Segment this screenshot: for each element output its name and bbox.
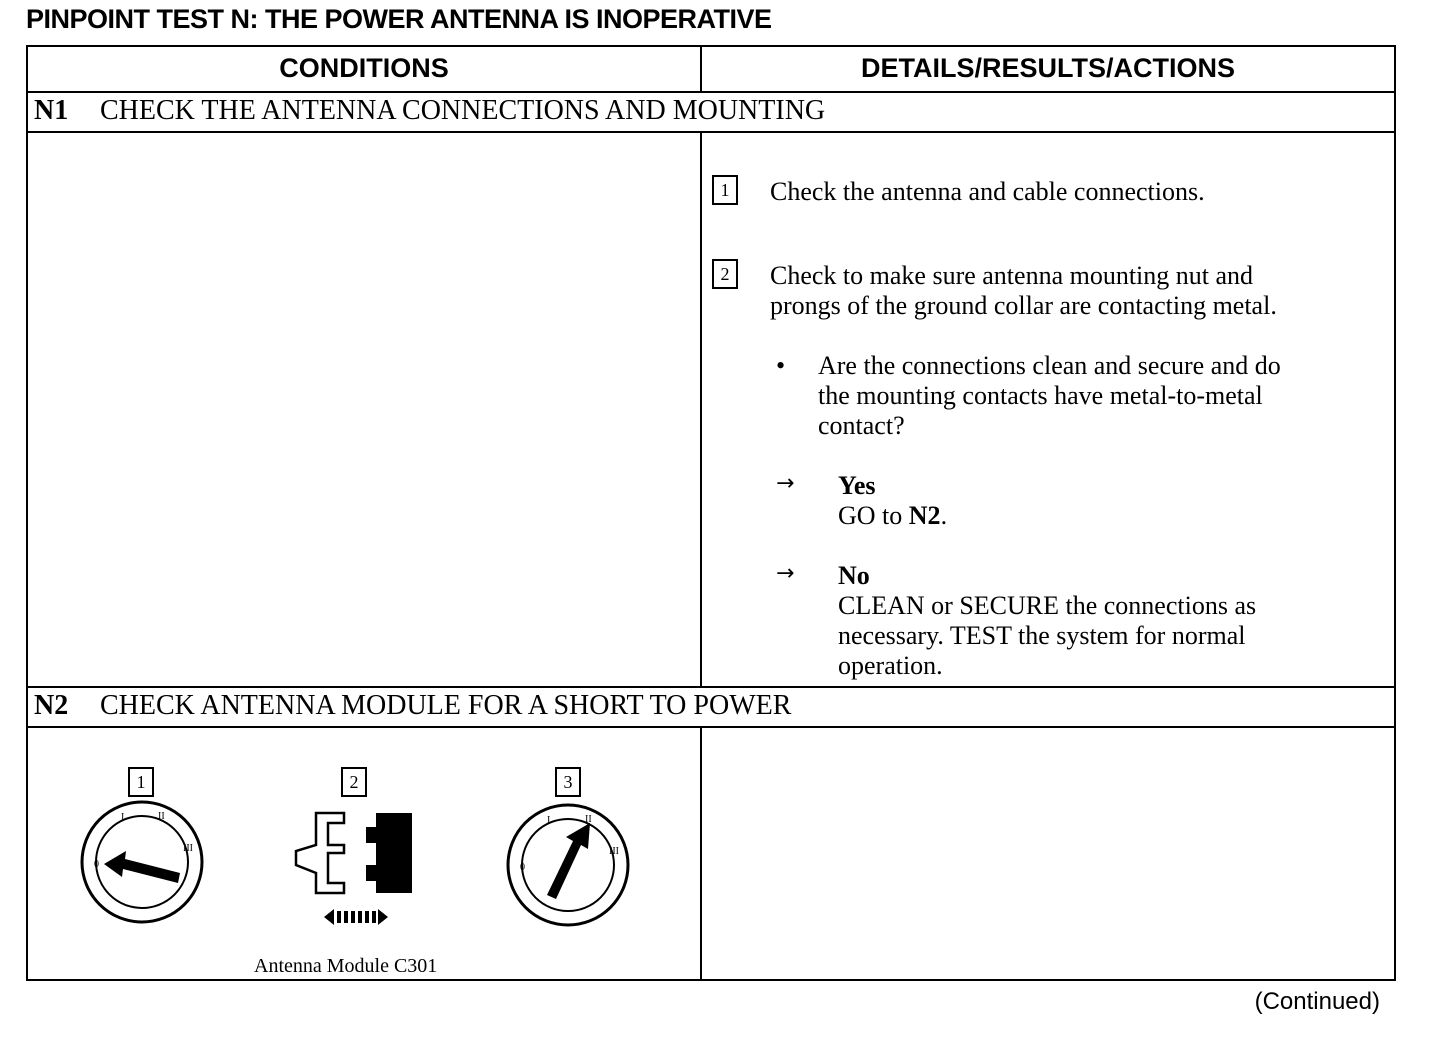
ign-mark: 0 xyxy=(520,862,525,873)
step-text-line: prongs of the ground collar are contacting metal. xyxy=(770,291,1277,320)
yes-action xyxy=(838,501,947,531)
divider xyxy=(28,131,1394,133)
step-id: N2 xyxy=(34,690,69,721)
ign-mark: II xyxy=(158,811,165,822)
step-number-box: 2 xyxy=(712,259,738,289)
step-text-line: Check to make sure antenna mounting nut and xyxy=(770,261,1254,290)
ignition-switch-run-icon xyxy=(508,805,628,925)
figure-label-box: 1 xyxy=(128,767,154,797)
column-header-conditions: CONDITIONS xyxy=(279,53,449,83)
step-heading-n2 xyxy=(34,690,791,722)
question-line: Are the connections clean and secure and do xyxy=(818,351,1281,380)
yes-label: Yes xyxy=(838,471,876,500)
figure-label-box: 3 xyxy=(555,767,581,797)
question-line: the mounting contacts have metal-to-metal xyxy=(818,381,1263,410)
ign-mark: I xyxy=(121,812,125,823)
no-action-line: necessary. TEST the system for normal xyxy=(838,621,1246,650)
arrow-icon: → xyxy=(776,471,795,496)
ign-mark: II xyxy=(585,814,592,825)
bullet: • xyxy=(776,351,786,380)
divider xyxy=(700,47,702,91)
divider xyxy=(28,91,1394,93)
step-title: CHECK THE ANTENNA CONNECTIONS AND MOUNTING xyxy=(100,95,826,126)
ignition-switch-off-icon xyxy=(82,802,202,922)
no-action-line: CLEAN or SECURE the connections as xyxy=(838,591,1257,620)
pinpoint-table xyxy=(26,45,1396,981)
continued-note: (Continued) xyxy=(1254,988,1380,1015)
page-title: PINPOINT TEST N: THE POWER ANTENNA IS INOPERATIVE xyxy=(26,4,772,34)
no-action-line: operation. xyxy=(838,651,943,680)
arrow-icon: → xyxy=(776,561,795,586)
question-line: contact? xyxy=(818,411,905,440)
step-text: Check the antenna and cable connections. xyxy=(770,177,1205,206)
yes-action-suffix: . xyxy=(940,501,948,530)
column-header-details: DETAILS/RESULTS/ACTIONS xyxy=(860,53,1235,83)
figure-label-box: 2 xyxy=(341,767,367,797)
divider xyxy=(700,726,702,979)
ign-mark: III xyxy=(183,843,193,854)
ignition-diagram xyxy=(28,727,700,977)
yes-action-target: N2 xyxy=(908,501,941,530)
ign-mark: 0 xyxy=(94,859,99,870)
figure-caption: Antenna Module C301 xyxy=(254,955,438,977)
yes-action-text: GO to xyxy=(838,501,909,530)
step-number-box: 1 xyxy=(712,175,738,205)
no-label: No xyxy=(838,561,870,590)
connector-icon xyxy=(296,813,412,925)
ign-mark: I xyxy=(547,815,551,826)
divider xyxy=(28,686,1394,688)
step-heading-n1 xyxy=(34,95,825,127)
divider xyxy=(700,131,702,686)
step-title: CHECK ANTENNA MODULE FOR A SHORT TO POWER xyxy=(100,690,792,721)
step-id: N1 xyxy=(34,95,69,126)
ign-mark: III xyxy=(609,846,619,857)
